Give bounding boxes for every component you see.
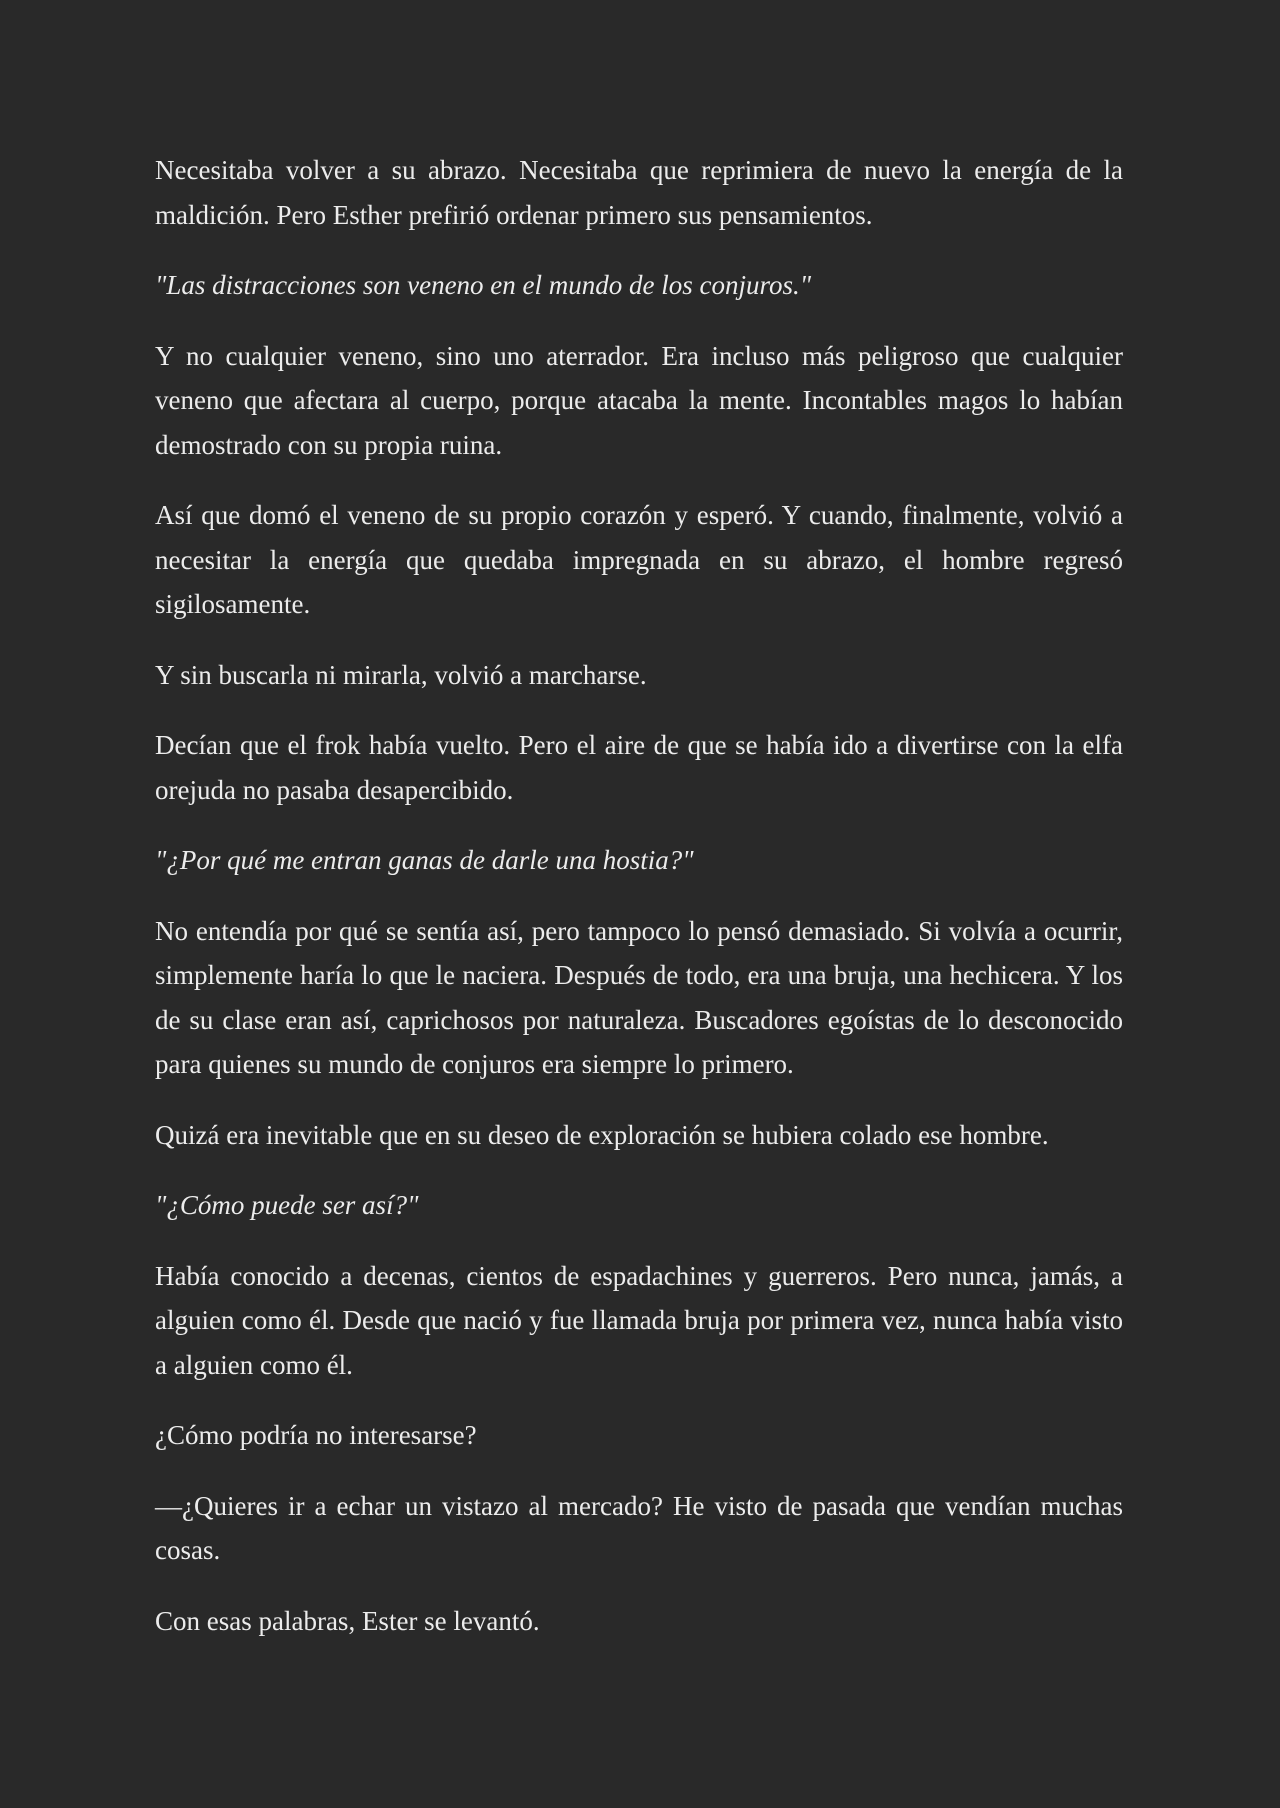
paragraph-13-dialogue: —¿Quieres ir a echar un vistazo al mercado? He visto de pasada que vendían muchas cosas. [155, 1490, 1123, 1565]
paragraph-9: Quizá era inevitable que en su deseo de exploración se hubiera colado ese hombre. [155, 1119, 1049, 1150]
paragraph-10-italic-thought: "¿Cómo puede ser así?" [155, 1190, 419, 1220]
reading-pane [155, 148, 1123, 1669]
paragraph-6: Decían que el frok había vuelto. Pero el aire de que se había ido a divertirse con la elfa orejuda no pasaba desapercibido. [155, 730, 1123, 805]
paragraph-7-italic-thought: "¿Por qué me entran ganas de darle una hostia?" [155, 845, 694, 875]
paragraph-14: Con esas palabras, Ester se levantó. [155, 1605, 540, 1636]
paragraph-11: Había conocido a decenas, cientos de espadachines y guerreros. Pero nunca, jamás, a alguien como él. Desde que nació y fue llamada bruja por primera vez, nunca había visto a alguien como él. [155, 1260, 1123, 1380]
paragraph-12: ¿Cómo podría no interesarse? [155, 1420, 477, 1450]
paragraph-2-italic-thought: "Las distracciones son veneno en el mundo de los conjuros." [155, 270, 812, 300]
paragraph-3: Y no cualquier veneno, sino uno aterrador. Era incluso más peligroso que cualquier veneno que afectara al cuerpo, porque atacaba la mente. Incontables magos lo habían demostrado con su propia ruina. [155, 340, 1123, 460]
paragraph-5: Y sin buscarla ni mirarla, volvió a marcharse. [155, 659, 647, 690]
paragraph-1: Necesitaba volver a su abrazo. Necesitaba que reprimiera de nuevo la energía de la maldición. Pero Esther prefirió ordenar primero sus pensamientos. [155, 155, 1123, 230]
paragraph-4: Así que domó el veneno de su propio corazón y esperó. Y cuando, finalmente, volvió a necesitar la energía que quedaba impregnada en su abrazo, el hombre regresó sigilosamente. [155, 500, 1123, 619]
paragraph-8: No entendía por qué se sentía así, pero tampoco lo pensó demasiado. Si volvía a ocurrir, simplemente haría lo que le naciera. Después de todo, era una bruja, una hechicera. Y los de su clase eran así, caprichosos por naturaleza. Buscadores egoístas de lo desconocido para quienes su mundo de conjuros era siempre lo primero. [155, 915, 1123, 1079]
